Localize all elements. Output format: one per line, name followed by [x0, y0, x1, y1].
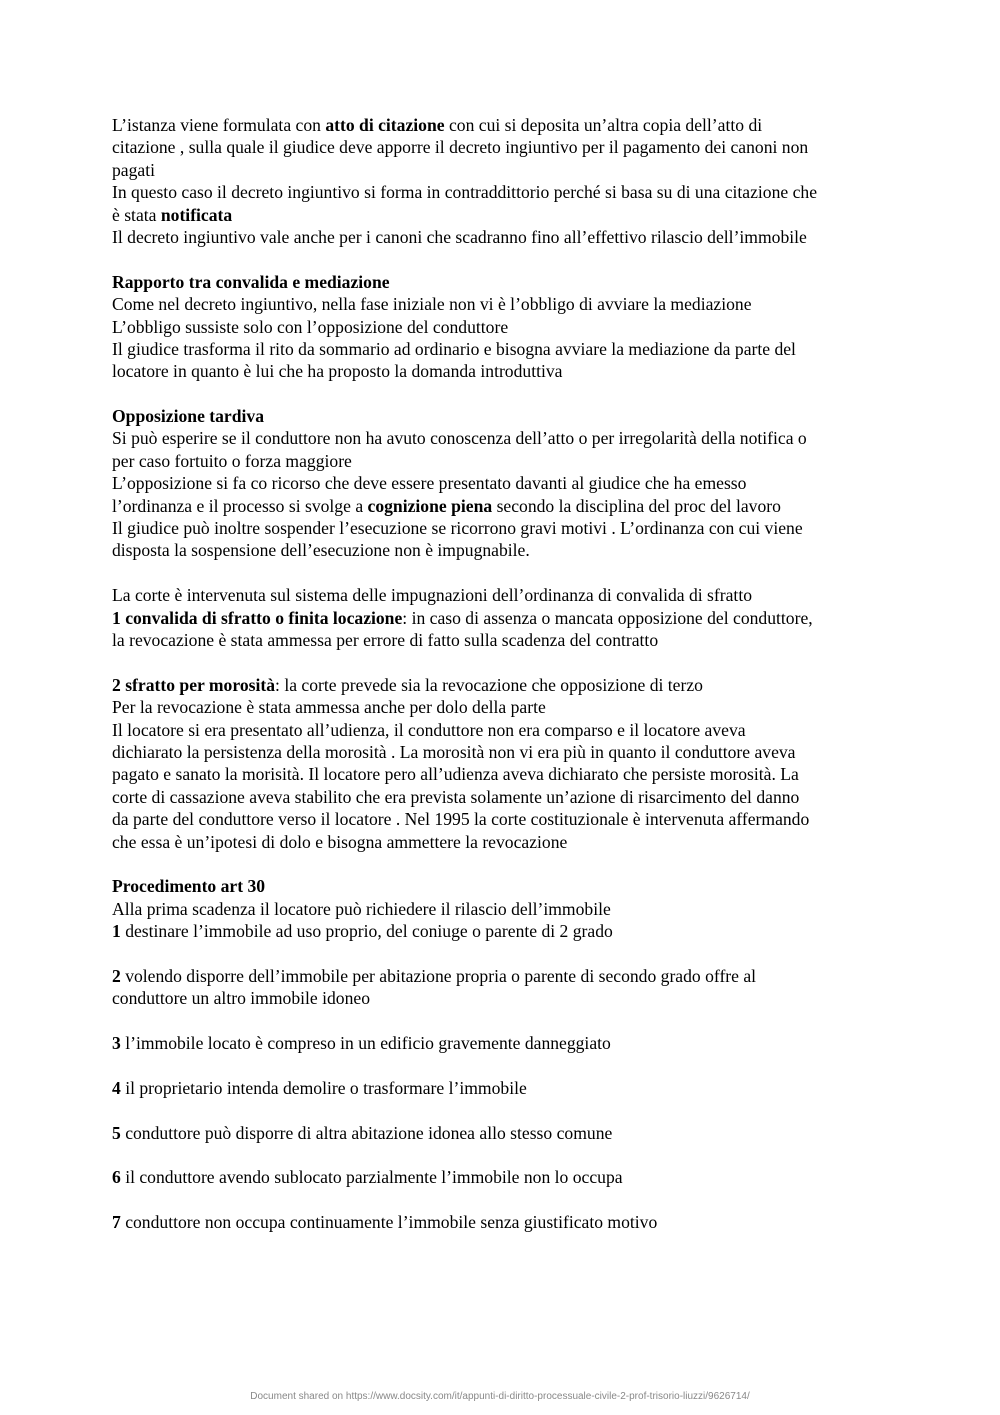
section-heading: Procedimento art 30 [112, 876, 266, 897]
list-item: 5 conduttore può disporre di altra abitazione idonea allo stesso comune [112, 1122, 613, 1143]
item-number: 7 [112, 1212, 121, 1233]
text-line: pagati [112, 159, 155, 180]
paragraph-gap [112, 853, 902, 875]
paragraph-gap [112, 1189, 902, 1211]
list-item: 4 il proprietario intenda demolire o trasformare l’immobile [112, 1077, 527, 1098]
text-line: conduttore un altro immobile idoneo [112, 988, 370, 1009]
section-opposizione-tardiva [112, 405, 902, 562]
item-number: 1 [112, 921, 121, 942]
document-source-footer: Document shared on https://www.docsity.com/it/appunti-di-diritto-processuale-civile-2-prof-trisorio-liuzzi/9626714/ [250, 1391, 750, 1402]
text-line: Alla prima scadenza il locatore può richiedere il rilascio dell’immobile [112, 898, 611, 919]
text-line: l’ordinanza e il processo si svolge a cognizione piena secondo la disciplina del proc del lavoro [112, 495, 781, 516]
text-line: la revocazione è stata ammessa per errore di fatto sulla scadenza del contratto [112, 629, 659, 650]
paragraph-gap [112, 942, 902, 964]
item-number: 4 [112, 1077, 121, 1098]
section-heading: Opposizione tardiva [112, 406, 265, 427]
text-line: che essa è un’ipotesi di dolo e bisogna ammettere la revocazione [112, 831, 568, 852]
paragraph-gap [112, 1010, 902, 1032]
paragraph-gap [112, 1099, 902, 1121]
section-convalida-mediazione [112, 271, 902, 383]
text-line: locatore in quanto è lui che ha proposto la domanda introduttiva [112, 361, 563, 382]
text-line: Il giudice può inoltre sospender l’esecuzione se ricorrono gravi motivi . L’ordinanza con cui viene [112, 518, 803, 539]
item-number: 3 [112, 1033, 121, 1054]
text-line: per caso fortuito o forza maggiore [112, 450, 352, 471]
text-line: da parte del conduttore verso il locatore . Nel 1995 la corte costituzionale è intervenuta affermando [112, 809, 810, 830]
section-heading: Rapporto tra convalida e mediazione [112, 271, 390, 292]
text-line: dichiarato la persistenza della morosità . La morosità non vi era più in quanto il conduttore aveva [112, 741, 796, 762]
list-item: 3 l’immobile locato è compreso in un edificio gravemente danneggiato [112, 1033, 611, 1054]
text-line: Per la revocazione è stata ammessa anche per dolo della parte [112, 697, 546, 718]
text-line: citazione , sulla quale il giudice deve apporre il decreto ingiuntivo per il pagamento dei canoni non [112, 137, 809, 158]
item-number: 6 [112, 1167, 121, 1188]
paragraph-gap [112, 248, 902, 270]
paragraph-gap [112, 562, 902, 584]
text-line: Il locatore si era presentato all’udienza, il conduttore non era comparso e il locatore aveva [112, 719, 746, 740]
bold-term: atto di citazione [325, 115, 445, 135]
paragraph-gap [112, 651, 902, 673]
bold-term: notificata [160, 204, 233, 225]
bold-term: 2 sfratto per morosità [112, 674, 276, 695]
text-line: L’opposizione si fa co ricorso che deve essere presentato davanti al giudice che ha emesso [112, 473, 747, 494]
list-item: 1 destinare l’immobile ad uso proprio, del coniuge o parente di 2 grado [112, 921, 613, 942]
text-line: è stata notificata [112, 204, 233, 225]
text-line: Il decreto ingiuntivo vale anche per i canoni che scadranno fino all’effettivo rilascio dell’immobile [112, 226, 807, 247]
text-line: 1 convalida di sfratto o finita locazione: in caso di assenza o mancata opposizione del conduttore, [112, 607, 813, 628]
paragraph-gap [112, 383, 902, 405]
document-body [112, 114, 902, 1234]
text-line: L’istanza viene formulata con atto di citazione con cui si deposita un’altra copia dell’atto di [112, 115, 763, 135]
text-line: Si può esperire se il conduttore non ha avuto conoscenza dell’atto o per irregolarità della notifica o [112, 428, 807, 449]
item-number: 2 [112, 965, 121, 986]
text-line: pagato e sanato la morisità. Il locatore pero all’udienza aveva dichiarato che persiste morosità. La [112, 764, 799, 785]
text-line: disposta la sospensione dell’esecuzione non è impugnabile. [112, 540, 530, 561]
paragraph-gap [112, 1054, 902, 1076]
text-line: 2 sfratto per morosità: la corte prevede sia la revocazione che opposizione di terzo [112, 674, 703, 695]
paragraph-impugnazioni [112, 584, 902, 651]
list-item: 6 il conduttore avendo sublocato parzialmente l’immobile non lo occupa [112, 1167, 623, 1188]
paragraph-ingiunzione [112, 114, 902, 248]
bold-term: cognizione piena [367, 495, 493, 516]
paragraph-gap [112, 1144, 902, 1166]
text-line: Come nel decreto ingiuntivo, nella fase iniziale non vi è l’obbligo di avviare la mediazione [112, 294, 752, 315]
paragraph-morosita [112, 674, 902, 853]
list-item: 2 volendo disporre dell’immobile per abitazione propria o parente di secondo grado offre al [112, 965, 757, 986]
list-item: 7 conduttore non occupa continuamente l’immobile senza giustificato motivo [112, 1212, 658, 1233]
section-procedimento-art-30 [112, 875, 902, 1233]
text-line: In questo caso il decreto ingiuntivo si forma in contraddittorio perché si basa su di una citazione che [112, 182, 818, 203]
text-line: L’obbligo sussiste solo con l’opposizione del conduttore [112, 316, 509, 337]
bold-term: 1 convalida di sfratto o finita locazione [112, 607, 403, 628]
text-line: Il giudice trasforma il rito da sommario ad ordinario e bisogna avviare la mediazione da parte del [112, 338, 796, 359]
text-line: corte di cassazione aveva stabilito che era prevista solamente un’azione di risarcimento del danno [112, 786, 800, 807]
text-line: La corte è intervenuta sul sistema delle impugnazioni dell’ordinanza di convalida di sfratto [112, 585, 752, 606]
item-number: 5 [112, 1122, 121, 1143]
